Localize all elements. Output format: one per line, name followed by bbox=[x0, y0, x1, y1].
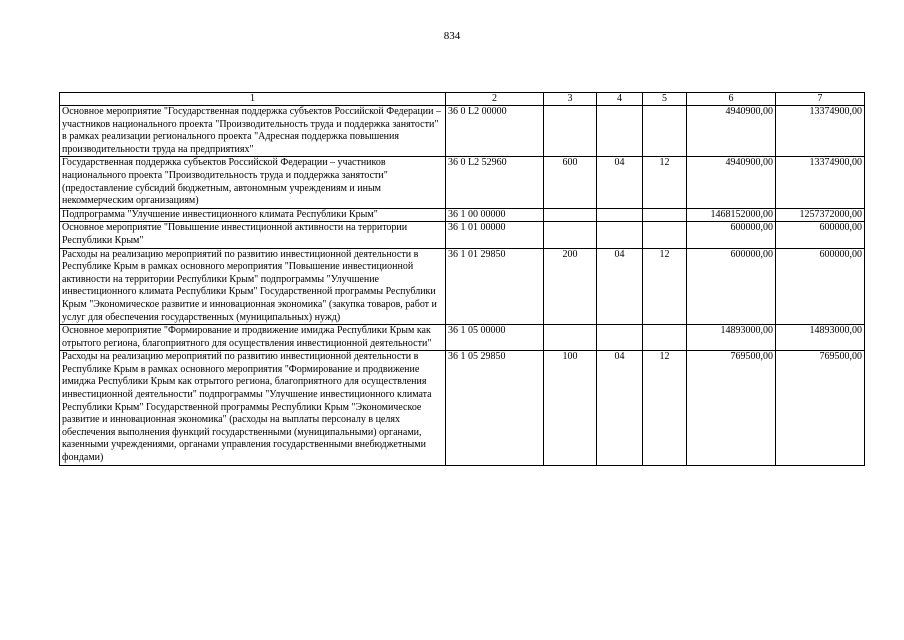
row-sum-1: 769500,00 bbox=[687, 351, 776, 465]
row-name: Основное мероприятие "Государственная поддержка субъектов Российской Федерации – участников национального проекта "Производительность труда и поддержка занятости" в рамках реализации регионального проекта "Адресная поддержка повышения производительности труда на предприятиях" bbox=[60, 106, 446, 157]
row-code: 36 1 05 00000 bbox=[446, 325, 544, 351]
row-rz bbox=[597, 208, 643, 222]
row-sum-2: 1257372000,00 bbox=[776, 208, 865, 222]
row-pr: 12 bbox=[643, 248, 687, 325]
row-pr bbox=[643, 325, 687, 351]
row-sum-1: 4940900,00 bbox=[687, 157, 776, 208]
row-sum-2: 14893000,00 bbox=[776, 325, 865, 351]
row-sum-2: 600000,00 bbox=[776, 248, 865, 325]
row-name: Расходы на реализацию мероприятий по развитию инвестиционной деятельности в Республике Крым в рамках основного мероприятия "Формирование и продвижение имиджа Республики Крым как отрытого региона, благоприятного для осуществления инвестиционной деятельности" подпрограммы "Улучшение инвестиционного климата Республики Крым" Государственной программы Республики Крым "Экономическое развитие и инновационная экономика" (расходы на выплаты персоналу в целях обеспечения выполнения функций государственными (муниципальными) органами, казенными учреждениями, органами управления государственными внебюджетными фондами) bbox=[60, 351, 446, 465]
row-pr: 12 bbox=[643, 157, 687, 208]
row-rz: 04 bbox=[597, 157, 643, 208]
row-vr bbox=[544, 222, 597, 248]
row-pr bbox=[643, 106, 687, 157]
column-header: 2 bbox=[446, 93, 544, 106]
row-rz bbox=[597, 106, 643, 157]
header-row bbox=[60, 93, 865, 106]
row-sum-2: 769500,00 bbox=[776, 351, 865, 465]
row-vr bbox=[544, 325, 597, 351]
row-sum-2: 600000,00 bbox=[776, 222, 865, 248]
row-code: 36 1 05 29850 bbox=[446, 351, 544, 465]
row-sum-1: 600000,00 bbox=[687, 248, 776, 325]
row-rz bbox=[597, 325, 643, 351]
table-row bbox=[60, 248, 865, 325]
row-vr bbox=[544, 106, 597, 157]
column-header: 3 bbox=[544, 93, 597, 106]
row-name: Основное мероприятие "Формирование и продвижение имиджа Республики Крым как отрытого региона, благоприятного для осуществления инвестиционной деятельности" bbox=[60, 325, 446, 351]
column-header: 5 bbox=[643, 93, 687, 106]
row-sum-1: 1468152000,00 bbox=[687, 208, 776, 222]
column-header: 6 bbox=[687, 93, 776, 106]
budget-table bbox=[59, 92, 865, 466]
table-row bbox=[60, 222, 865, 248]
table-row bbox=[60, 351, 865, 465]
table-row bbox=[60, 208, 865, 222]
page-number: 834 bbox=[443, 30, 461, 42]
row-name: Государственная поддержка субъектов Российской Федерации – участников национального проекта "Производительность труда и поддержка занятости" (предоставление субсидий бюджетным, автономным учреждениям и иным некоммерческим организациям) bbox=[60, 157, 446, 208]
row-vr: 200 bbox=[544, 248, 597, 325]
row-vr: 600 bbox=[544, 157, 597, 208]
row-rz: 04 bbox=[597, 351, 643, 465]
row-code: 36 1 01 29850 bbox=[446, 248, 544, 325]
row-vr bbox=[544, 208, 597, 222]
row-pr: 12 bbox=[643, 351, 687, 465]
row-sum-1: 600000,00 bbox=[687, 222, 776, 248]
table-row bbox=[60, 157, 865, 208]
row-sum-1: 4940900,00 bbox=[687, 106, 776, 157]
row-pr bbox=[643, 222, 687, 248]
row-sum-2: 13374900,00 bbox=[776, 106, 865, 157]
table-row bbox=[60, 325, 865, 351]
row-rz: 04 bbox=[597, 248, 643, 325]
column-header: 7 bbox=[776, 93, 865, 106]
row-name: Расходы на реализацию мероприятий по развитию инвестиционной деятельности в Республике Крым в рамках основного мероприятия "Повышение инвестиционной активности на территории Республики Крым" подпрограммы "Улучшение инвестиционного климата Республики Крым" Государственной программы Республики Крым "Экономическое развитие и инновационная экономика" (закупка товаров, работ и услуг для обеспечения государственных (муниципальных) нужд) bbox=[60, 248, 446, 325]
row-pr bbox=[643, 208, 687, 222]
row-name: Подпрограмма "Улучшение инвестиционного климата Республики Крым" bbox=[60, 208, 446, 222]
row-code: 36 1 01 00000 bbox=[446, 222, 544, 248]
row-name: Основное мероприятие "Повышение инвестиционной активности на территории Республики Крым" bbox=[60, 222, 446, 248]
row-code: 36 0 L2 52960 bbox=[446, 157, 544, 208]
row-code: 36 0 L2 00000 bbox=[446, 106, 544, 157]
table-row bbox=[60, 106, 865, 157]
column-header: 1 bbox=[60, 93, 446, 106]
row-vr: 100 bbox=[544, 351, 597, 465]
row-rz bbox=[597, 222, 643, 248]
column-header: 4 bbox=[597, 93, 643, 106]
row-sum-2: 13374900,00 bbox=[776, 157, 865, 208]
row-sum-1: 14893000,00 bbox=[687, 325, 776, 351]
row-code: 36 1 00 00000 bbox=[446, 208, 544, 222]
